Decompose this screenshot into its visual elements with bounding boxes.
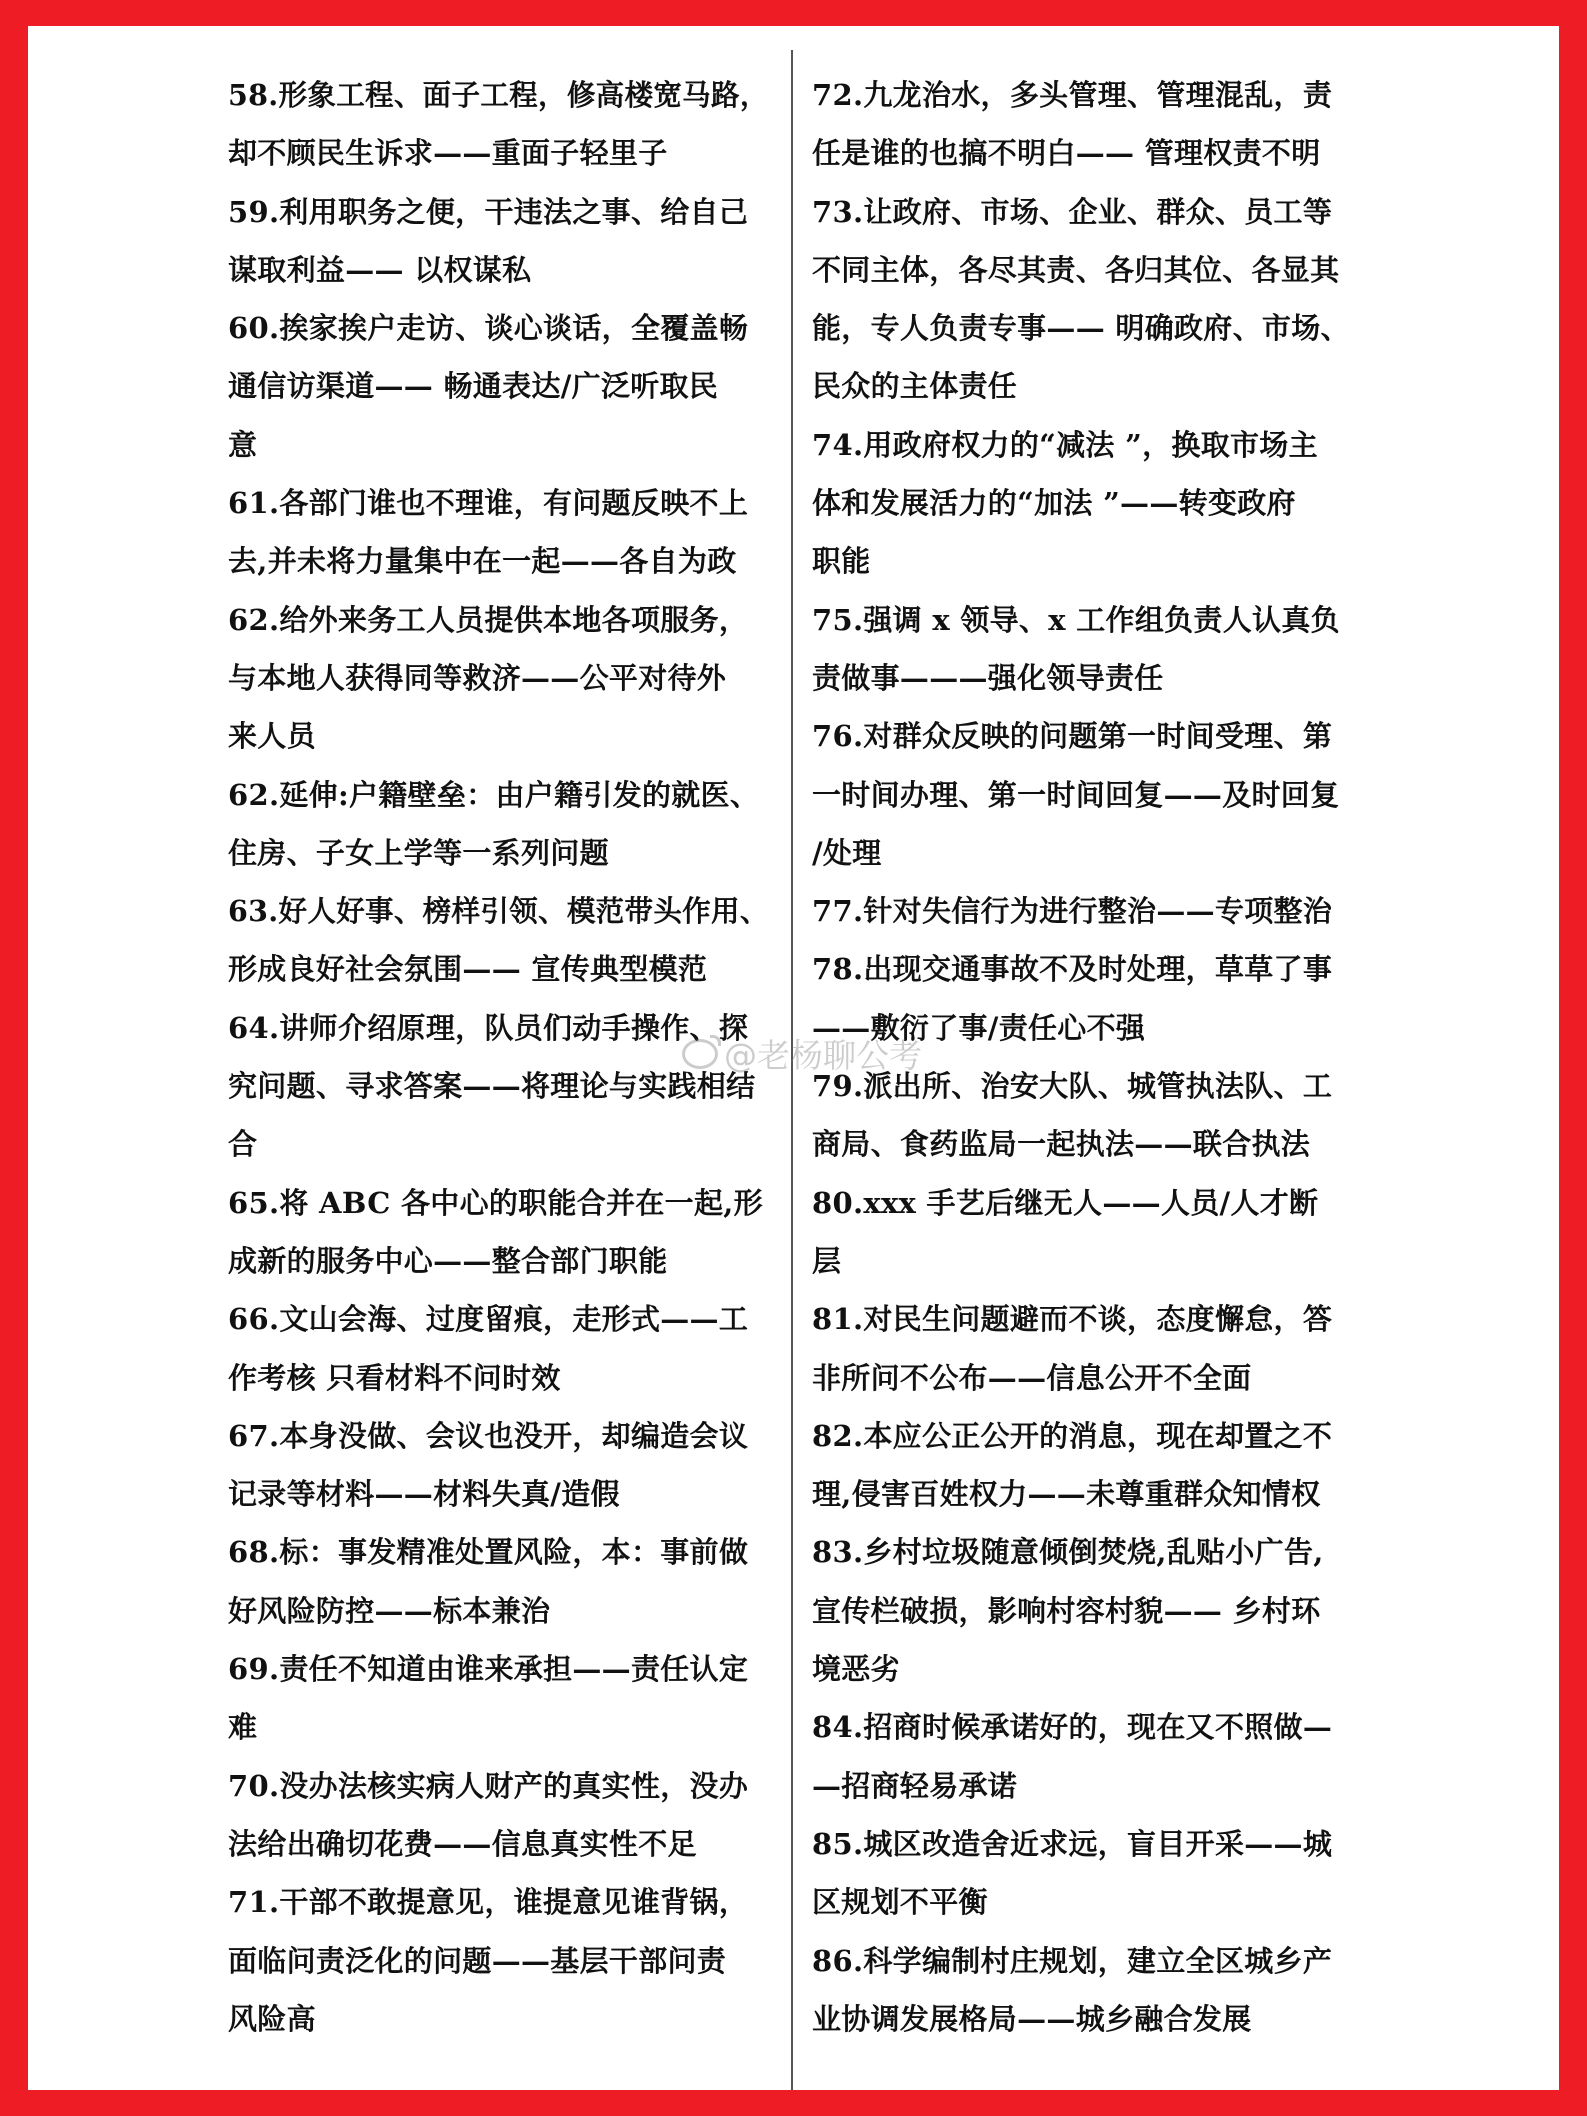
text-line: 形成良好社会氛围—— 宣传典型模范: [228, 952, 708, 987]
text-line: 62.延伸:户籍壁垒：由户籍引发的就医、: [228, 777, 760, 812]
text-line: 61.各部门谁也不理谁，有问题反映不上: [228, 486, 749, 521]
list-item: [228, 591, 768, 766]
list-item: [228, 766, 768, 883]
list-item: [228, 1407, 768, 1524]
text-line: 风险高: [228, 2001, 316, 2036]
list-item: [812, 1523, 1358, 1698]
text-line: 理,侵害百姓权力——未尊重群众知情权: [812, 1477, 1321, 1512]
list-item: [228, 999, 768, 1174]
text-line: 能，专人负责专事—— 明确政府、市场、: [812, 311, 1350, 346]
text-line: 却不顾民生诉求——重面子轻里子: [228, 136, 668, 171]
text-line: 区规划不平衡: [812, 1885, 988, 1920]
text-line: 68.标：事发精准处置风险，本：事前做: [228, 1535, 749, 1570]
text-line: 体和发展活力的“加法 ”——转变政府: [812, 486, 1296, 521]
text-line: 作考核 只看材料不问时效: [228, 1360, 561, 1395]
text-line: 60.挨家挨户走访、谈心谈话，全覆盖畅: [228, 311, 749, 346]
text-line: 80.xxx 手艺后继无人——人员/人才断: [812, 1185, 1319, 1220]
text-line: 民众的主体责任: [812, 369, 1018, 404]
weibo-icon: [682, 1039, 718, 1069]
list-item: [812, 1815, 1358, 1932]
text-line: 67.本身没做、会议也没开，却编造会议: [228, 1418, 749, 1453]
text-line: 通信访渠道—— 畅通表达/广泛听取民: [228, 369, 719, 404]
text-line: 78.出现交通事故不及时处理，草草了事: [812, 952, 1333, 987]
text-line: 86.科学编制村庄规划，建立全区城乡产: [812, 1943, 1333, 1978]
text-line: 谋取利益—— 以权谋私: [228, 252, 532, 287]
text-line: 境恶劣: [812, 1652, 900, 1687]
watermark: [682, 1030, 922, 1077]
text-line: 究问题、寻求答案——将理论与实践相结: [228, 1069, 756, 1104]
text-line: 79.派出所、治安大队、城管执法队、工: [812, 1069, 1333, 1104]
list-item: [812, 591, 1358, 708]
text-line: 62.给外来务工人员提供本地各项服务，: [228, 602, 749, 637]
list-item: [812, 1932, 1358, 2049]
text-line: 82.本应公正公开的消息，现在却置之不: [812, 1418, 1333, 1453]
text-line: /处理: [812, 835, 882, 870]
list-item: [812, 66, 1358, 183]
list-item: [812, 1290, 1358, 1407]
text-line: 75.强调 x 领导、x 工作组负责人认真负: [812, 602, 1340, 637]
text-line: 65.将 ABC 各中心的职能合并在一起,形: [228, 1185, 763, 1220]
text-line: 59.利用职务之便，干违法之事、给自己: [228, 194, 749, 229]
list-item: [812, 1174, 1358, 1291]
text-line: 与本地人获得同等救济——公平对待外: [228, 660, 727, 695]
text-line: —招商轻易承诺: [812, 1768, 1018, 1803]
list-item: [228, 1523, 768, 1640]
text-line: 76.对群众反映的问题第一时间受理、第: [812, 719, 1333, 754]
text-line: 85.城区改造舍近求远，盲目开采——城: [812, 1826, 1333, 1861]
list-item: [228, 1174, 768, 1291]
text-line: 77.针对失信行为进行整治——专项整治: [812, 894, 1333, 929]
list-item: [228, 66, 768, 183]
text-line: 来人员: [228, 719, 316, 754]
text-line: 非所问不公布——信息公开不全面: [812, 1360, 1252, 1395]
text-line: 责做事———强化领导责任: [812, 660, 1164, 695]
text-line: 58.形象工程、面子工程，修高楼宽马路，: [228, 78, 769, 112]
list-item: [812, 882, 1358, 940]
watermark-text: @老杨聊公考: [724, 1036, 922, 1075]
text-line: 业协调发展格局——城乡融合发展: [812, 2001, 1252, 2036]
text-line: 住房、子女上学等一系列问题: [228, 835, 609, 870]
list-item: [812, 183, 1358, 416]
text-line: 商局、食药监局一起执法——联合执法: [812, 1127, 1311, 1162]
text-line: 74.用政府权力的“减法 ”，换取市场主: [812, 427, 1318, 462]
text-line: 84.招商时候承诺好的，现在又不照做—: [812, 1710, 1333, 1745]
text-line: 81.对民生问题避而不谈，态度懈怠，答: [812, 1302, 1333, 1337]
text-line: 记录等材料——材料失真/造假: [228, 1477, 620, 1512]
text-line: 法给出确切花费——信息真实性不足: [228, 1826, 697, 1861]
text-line: 64.讲师介绍原理，队员们动手操作、探: [228, 1010, 749, 1045]
text-line: 73.让政府、市场、企业、群众、员工等: [812, 194, 1333, 229]
text-line: 不同主体，各尽其责、各归其位、各显其: [812, 252, 1340, 287]
list-item: [228, 1640, 768, 1757]
text-line: 83.乡村垃圾随意倾倒焚烧,乱贴小广告,: [812, 1535, 1324, 1570]
list-item: [812, 1407, 1358, 1524]
text-line: 意: [228, 427, 258, 462]
list-item: [228, 299, 768, 474]
text-line: 去,并未将力量集中在一起——各自为政: [228, 544, 737, 579]
text-line: 成新的服务中心——整合部门职能: [228, 1243, 668, 1278]
list-item: [228, 882, 768, 999]
text-line: 66.文山会海、过度留痕，走形式——工: [228, 1302, 749, 1337]
list-item: [228, 1873, 768, 2048]
text-line: 63.好人好事、榜样引领、模范带头作用、: [228, 894, 769, 929]
text-line: 71.干部不敢提意见，谁提意见谁背锅，: [228, 1885, 749, 1920]
text-line: 宣传栏破损，影响村容村貌—— 乡村环: [812, 1593, 1321, 1628]
text-line: ——敷衍了事/责任心不强: [812, 1010, 1146, 1045]
list-item: [228, 1290, 768, 1407]
text-line: 难: [228, 1710, 258, 1745]
text-line: 层: [812, 1243, 842, 1278]
text-line: 合: [228, 1127, 258, 1162]
list-item: [228, 474, 768, 591]
text-line: 69.责任不知道由谁来承担——责任认定: [228, 1652, 749, 1687]
text-line: 好风险防控——标本兼治: [228, 1593, 551, 1628]
list-item: [812, 1698, 1358, 1815]
text-line: 任是谁的也搞不明白—— 管理权责不明: [812, 136, 1321, 171]
list-item: [812, 707, 1358, 882]
text-line: 70.没办法核实病人财产的真实性，没办: [228, 1768, 749, 1803]
text-line: 72.九龙治水，多头管理、管理混乱，责: [812, 78, 1333, 112]
list-item: [228, 183, 768, 300]
list-item: [812, 416, 1358, 591]
text-line: 面临问责泛化的问题——基层干部问责: [228, 1943, 727, 1978]
text-line: 职能: [812, 544, 871, 579]
text-line: 一时间办理、第一时间回复——及时回复: [812, 777, 1340, 812]
list-item: [228, 1757, 768, 1874]
